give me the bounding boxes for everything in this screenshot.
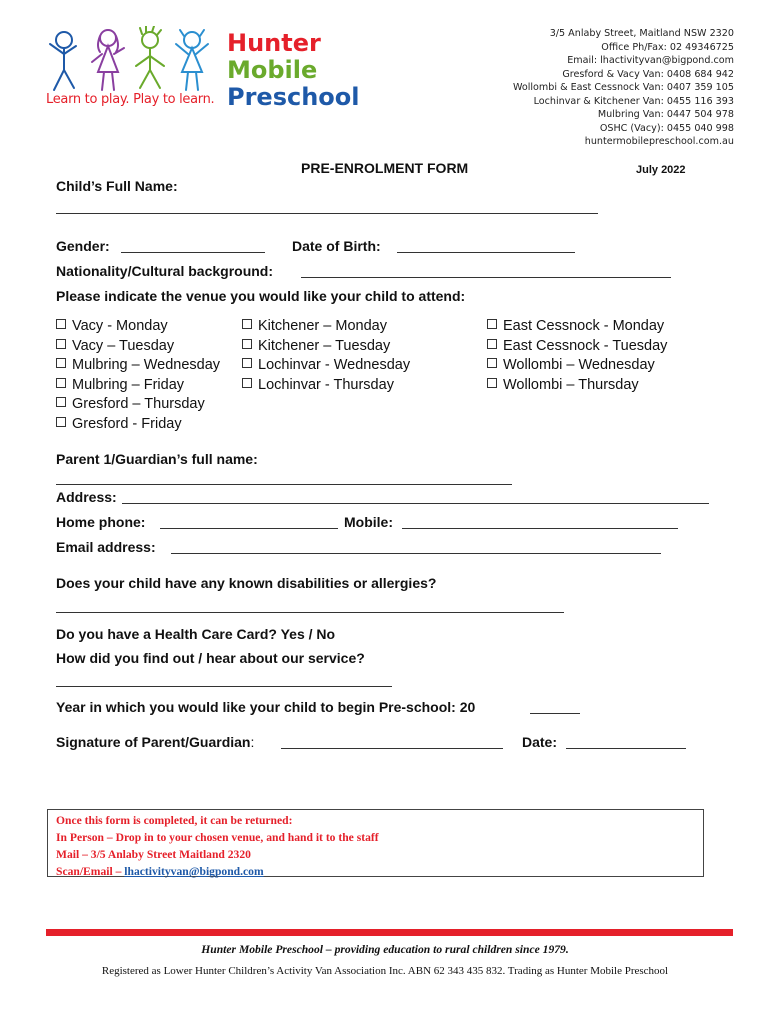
venue-option[interactable] [487,356,667,376]
mobile-label: Mobile: [344,514,393,530]
logo-children-illustration [42,26,214,94]
venue-option-label: Vacy – Tuesday [72,337,175,354]
disability-field[interactable] [56,599,564,613]
disability-question: Does your child have any known disabilities or allergies? [56,575,437,591]
checkbox[interactable] [56,339,66,349]
start-year-label: Year in which you would like your child to begin Pre-school: [56,699,456,715]
nationality-label: Nationality/Cultural background: [56,263,274,279]
dob-label: Date of Birth: [292,238,381,254]
form-title: PRE-ENROLMENT FORM [301,160,469,176]
date-field[interactable] [566,735,686,749]
venue-option-label: Gresford - Friday [72,415,182,432]
return-email-link[interactable]: lhactivityvan@bigpond.com [124,865,264,878]
checkbox[interactable] [242,319,252,329]
checkbox[interactable] [56,397,66,407]
footer-registration: Registered as Lower Hunter Children’s Activity Van Association Inc. ABN 62 343 435 832. Trading as Hunter Mobile Preschool [101,965,669,977]
start-year-question [56,699,475,715]
checkbox[interactable] [487,319,497,329]
venue-option-label: East Cessnock - Monday [503,318,665,334]
contact-mulbring-van: Mulbring Van: 0447 504 978 [597,109,734,120]
contact-office-phone: Office Ph/Fax: 02 49346725 [601,41,734,53]
form-date: July 2022 [636,164,686,176]
logo-brand-hunter: Hunter [227,29,321,57]
venue-option[interactable] [487,376,667,396]
venue-option[interactable] [487,337,667,357]
return-line-intro: Once this form is completed, it can be returned: [56,814,293,827]
contact-email: Email: lhactivityvan@bigpond.com [567,55,734,66]
home-phone-label: Home phone: [56,514,146,530]
gender-field[interactable] [121,239,265,253]
mobile-field[interactable] [402,515,678,529]
venue-list-col2 [242,317,410,395]
signature-label: Signature of Parent/Guardian [56,734,251,750]
start-year-prefix: 20 [459,699,476,715]
start-year-field[interactable] [530,700,580,714]
footer-tagline: Hunter Mobile Preschool – providing education to rural children since 1979. [201,943,569,956]
venue-question: Please indicate the venue you would like your child to attend: [56,288,466,304]
venue-option-label: Mulbring – Wednesday [72,357,221,373]
venue-option[interactable] [242,356,410,376]
contact-oshc: OSHC (Vacy): 0455 040 998 [599,122,734,134]
venue-option-label: Wollombi – Thursday [503,376,639,393]
checkbox[interactable] [56,358,66,368]
venue-option[interactable] [56,395,220,415]
venue-option[interactable] [242,317,410,337]
venue-option[interactable] [56,317,220,337]
checkbox[interactable] [56,417,66,427]
checkbox[interactable] [242,378,252,388]
child-name-label: Child’s Full Name: [56,178,178,194]
venue-option-label: Kitchener – Monday [258,318,387,334]
venue-option[interactable] [242,376,410,396]
address-field[interactable] [122,490,709,504]
venue-option-label: Vacy - Monday [72,318,168,334]
venue-option[interactable] [56,376,220,396]
nationality-field[interactable] [301,264,671,278]
return-line-mail: Mail – 3/5 Anlaby Street Maitland 2320 [56,848,251,861]
logo-brand-mobile: Mobile [227,56,318,84]
checkbox[interactable] [242,339,252,349]
venue-option[interactable] [487,317,667,337]
venue-list-col1 [56,317,220,434]
contact-lochinvar-kitchener-van: Lochinvar & Kitchener Van: 0455 116 393 [533,95,734,107]
logo-tagline: Learn to play. Play to learn. [46,92,215,107]
signature-field[interactable] [281,735,503,749]
contact-address: 3/5 Anlaby Street, Maitland NSW 2320 [549,28,734,39]
parent-name-field[interactable] [56,471,512,485]
address-label: Address: [56,489,117,505]
return-instructions [56,812,379,880]
venue-option[interactable] [56,415,220,435]
return-line-email [56,863,379,880]
email-field[interactable] [171,540,661,554]
venue-option[interactable] [56,356,220,376]
signature-colon: : [250,734,255,750]
child-name-field[interactable] [56,200,598,214]
checkbox[interactable] [56,378,66,388]
venue-option-label: Kitchener – Tuesday [258,337,391,354]
venue-option-label: Lochinvar - Thursday [258,376,394,393]
hear-about-field[interactable] [56,673,392,687]
checkbox[interactable] [487,378,497,388]
venue-option-label: Mulbring – Friday [72,376,185,393]
health-card-question: Do you have a Health Care Card? Yes / No [56,626,336,642]
checkbox[interactable] [487,339,497,349]
dob-field[interactable] [397,239,575,253]
venue-option-label: Gresford – Thursday [72,396,205,412]
checkbox[interactable] [487,358,497,368]
checkbox[interactable] [56,319,66,329]
venue-option-label: East Cessnock - Tuesday [503,337,668,354]
venue-list-col3 [487,317,667,395]
contact-website: huntermobilepreschool.com.au [584,136,734,147]
venue-option-label: Lochinvar - Wednesday [258,357,411,373]
return-line-in-person: In Person – Drop in to your chosen venue, and hand it to the staff [56,831,379,844]
contact-gresford-vacy-van: Gresford & Vacy Van: 0408 684 942 [562,68,734,80]
gender-label: Gender: [56,238,110,254]
hear-about-question: How did you find out / hear about our service? [56,650,365,666]
logo-brand-preschool: Preschool [227,83,360,111]
parent-name-label: Parent 1/Guardian’s full name: [56,451,258,467]
venue-option[interactable] [56,337,220,357]
venue-option-label: Wollombi – Wednesday [503,357,655,373]
return-email-prefix: Scan/Email – [56,865,125,878]
contact-wollombi-cessnock-van: Wollombi & East Cessnock Van: 0407 359 105 [512,82,734,93]
date-label: Date: [522,734,558,750]
signature-label-line [56,734,254,750]
email-label: Email address: [56,539,156,555]
home-phone-field[interactable] [160,515,338,529]
footer-divider [46,929,733,936]
checkbox[interactable] [242,358,252,368]
contact-block [513,27,734,149]
venue-option[interactable] [242,337,410,357]
